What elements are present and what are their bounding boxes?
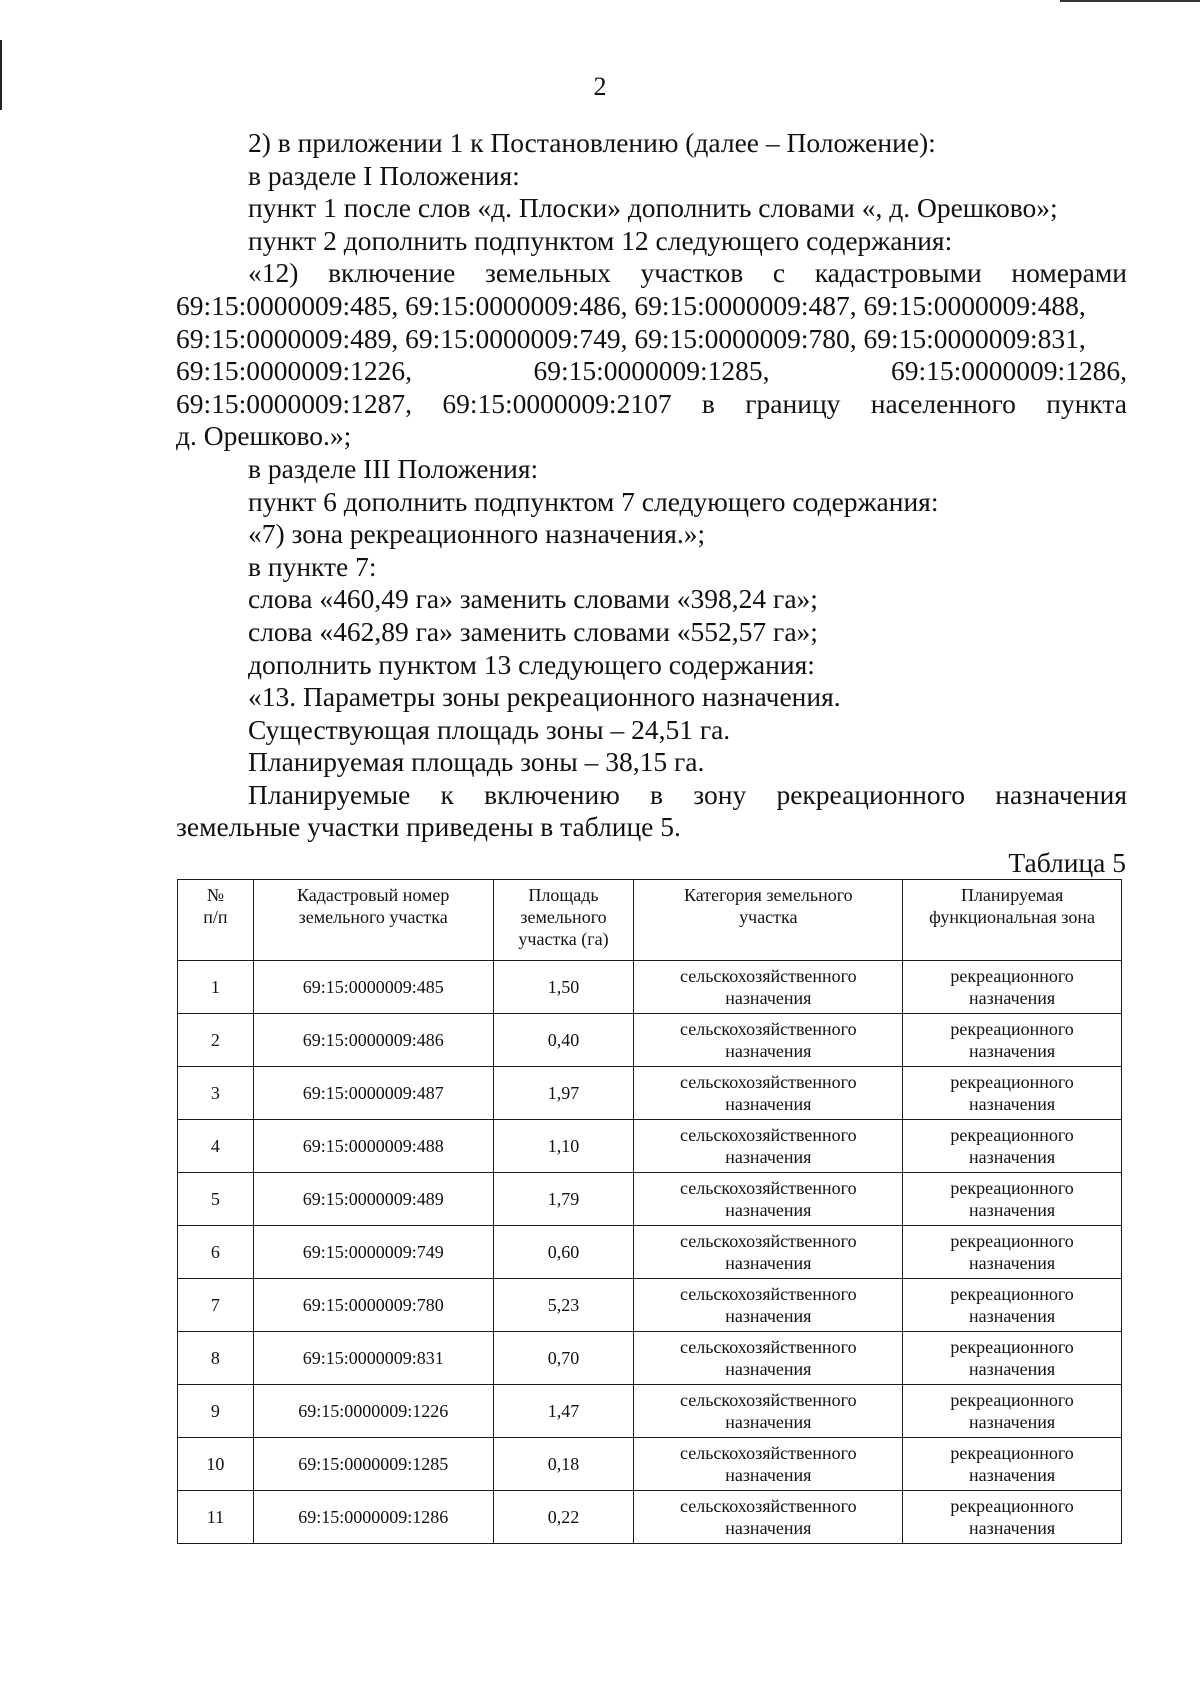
header-cell-zone	[903, 880, 1122, 961]
cell-text: рекреационного назначения	[950, 1231, 1074, 1273]
cadastral-line	[176, 290, 1127, 323]
area-cell	[493, 1120, 634, 1173]
cell-text: рекреационного назначения	[950, 1390, 1074, 1432]
cell-text: рекреационного назначения	[950, 966, 1074, 1008]
area-cell	[493, 1385, 634, 1438]
zone-cell	[903, 1014, 1122, 1067]
paragraph: Планируемая площадь зоны – 38,15 га.	[248, 746, 705, 778]
cadastral-number: 69:15:0000009:1285,	[533, 355, 770, 387]
category-cell	[634, 1173, 903, 1226]
header-label: № п/п	[203, 885, 228, 927]
cell-text: 69:15:0000009:1226	[298, 1401, 449, 1421]
cadastral-line	[176, 355, 1127, 388]
parcels-table	[177, 879, 1122, 1544]
category-cell	[634, 1067, 903, 1120]
paragraph: в пункте 7:	[248, 550, 377, 582]
cadastral-number-cell	[253, 1014, 493, 1067]
area-cell	[493, 1067, 634, 1120]
row-number	[178, 1226, 254, 1279]
cadastral-number: 69:15:0000009:1226,	[176, 355, 413, 387]
cell-text: 1,79	[547, 1189, 580, 1209]
cell-text: 9	[210, 1401, 220, 1421]
cell-text: сельскохозяйственного назначения	[680, 1072, 857, 1114]
cell-text: рекреационного назначения	[950, 1019, 1074, 1061]
cell-text: рекреационного назначения	[950, 1443, 1074, 1485]
row-number	[178, 1438, 254, 1491]
zone-cell	[903, 1332, 1122, 1385]
table-caption: Таблица 5	[1008, 847, 1126, 878]
cell-text: 69:15:0000009:488	[302, 1136, 444, 1156]
paragraph: в разделе III Положения:	[248, 452, 539, 484]
header-label: Категория земельного участка	[683, 885, 853, 927]
cell-text: сельскохозяйственного назначения	[680, 1019, 857, 1061]
cadastral-number-cell	[253, 1332, 493, 1385]
category-cell	[634, 1332, 903, 1385]
row-number	[178, 1385, 254, 1438]
paragraph: слова «462,89 га» заменить словами «552,57 га»;	[248, 615, 818, 647]
cell-text: 8	[210, 1348, 220, 1368]
cell-text: 0,40	[547, 1030, 580, 1050]
table-row	[178, 1491, 1122, 1544]
zone-cell	[903, 1279, 1122, 1332]
cadastral-number-cell	[253, 1120, 493, 1173]
table-row	[178, 1279, 1122, 1332]
cell-text: 69:15:0000009:486	[302, 1030, 444, 1050]
paragraph: дополнить пунктом 13 следующего содержания:	[248, 648, 815, 680]
header-cell-area	[493, 880, 634, 961]
area-cell	[493, 1226, 634, 1279]
document-body	[176, 127, 1127, 844]
category-cell	[634, 1014, 903, 1067]
cell-text: 1,97	[547, 1083, 580, 1103]
table-intro-line: земельные участки приведены в таблице 5.	[176, 811, 681, 843]
category-cell	[634, 1385, 903, 1438]
table-intro-line: Планируемые к включению в зону рекреационного назначения	[248, 778, 1127, 810]
category-cell	[634, 1491, 903, 1544]
header-label: Планируемая функциональная зона	[929, 885, 1096, 927]
category-cell	[634, 961, 903, 1014]
subitem-12-last-line: д. Орешково.»;	[176, 420, 352, 452]
cadastral-number-cell	[253, 1438, 493, 1491]
paragraph: в разделе I Положения:	[248, 159, 520, 191]
cell-text: рекреационного назначения	[950, 1337, 1074, 1379]
cell-text: 4	[210, 1136, 220, 1156]
cell-text: 11	[206, 1507, 225, 1527]
cadastral-line-text: 69:15:0000009:485, 69:15:0000009:486, 69:15:0000009:487, 69:15:0000009:488,	[176, 289, 1086, 321]
cadastral-line-text: 69:15:0000009:489, 69:15:0000009:749, 69:15:0000009:780, 69:15:0000009:831,	[176, 322, 1086, 354]
cell-text: рекреационного назначения	[950, 1284, 1074, 1326]
cell-text: 69:15:0000009:780	[302, 1295, 444, 1315]
cell-text: 69:15:0000009:489	[302, 1189, 444, 1209]
zone-cell	[903, 1226, 1122, 1279]
table-header-row	[178, 880, 1122, 961]
area-cell	[493, 961, 634, 1014]
area-cell	[493, 1279, 634, 1332]
table-body	[178, 961, 1122, 1544]
table-row	[178, 1385, 1122, 1438]
paragraph: слова «460,49 га» заменить словами «398,24 га»;	[248, 583, 818, 615]
paragraph: пункт 1 после слов «д. Плоски» дополнить словами «, д. Орешково»;	[248, 192, 1058, 224]
area-cell	[493, 1014, 634, 1067]
cell-text: сельскохозяйственного назначения	[680, 1125, 857, 1167]
cadastral-line	[176, 323, 1127, 356]
paragraph: Существующая площадь зоны – 24,51 га.	[248, 713, 731, 745]
cell-text: 69:15:0000009:1285	[298, 1454, 449, 1474]
cell-text: 0,18	[547, 1454, 580, 1474]
cell-text: 1,47	[547, 1401, 580, 1421]
area-cell	[493, 1491, 634, 1544]
cell-text: 2	[210, 1030, 220, 1050]
row-number	[178, 1014, 254, 1067]
cell-text: рекреационного назначения	[950, 1178, 1074, 1220]
cell-text: 69:15:0000009:485	[302, 977, 444, 997]
header-label: Площадь земельного участка (га)	[518, 885, 609, 949]
row-number	[178, 1491, 254, 1544]
cell-text: сельскохозяйственного назначения	[680, 1337, 857, 1379]
cadastral-number-cell	[253, 1491, 493, 1544]
row-number	[178, 1120, 254, 1173]
cadastral-number-cell	[253, 1173, 493, 1226]
zone-cell	[903, 1067, 1122, 1120]
cell-text: 1,50	[547, 977, 580, 997]
table-row	[178, 1173, 1122, 1226]
table-row	[178, 1438, 1122, 1491]
paragraph: пункт 6 дополнить подпунктом 7 следующего содержания:	[248, 485, 939, 517]
area-cell	[493, 1438, 634, 1491]
cell-text: сельскохозяйственного назначения	[680, 1496, 857, 1538]
scan-edge-mark	[1060, 0, 1200, 2]
paragraph: 2) в приложении 1 к Постановлению (далее – Положение):	[248, 127, 936, 158]
table-row	[178, 1067, 1122, 1120]
cell-text: рекреационного назначения	[950, 1125, 1074, 1167]
cell-text: рекреационного назначения	[950, 1072, 1074, 1114]
cell-text: сельскохозяйственного назначения	[680, 1178, 857, 1220]
row-number	[178, 1067, 254, 1120]
header-cell-number	[178, 880, 254, 961]
cadastral-number-cell	[253, 1385, 493, 1438]
row-number	[178, 1279, 254, 1332]
subitem-12-first-line: «12) включение земельных участков с кадастровыми номерами	[248, 257, 1127, 289]
table-row	[178, 1226, 1122, 1279]
paragraph: пункт 2 дополнить подпунктом 12 следующего содержания:	[248, 224, 953, 256]
cell-text: 7	[210, 1295, 220, 1315]
table-row	[178, 1014, 1122, 1067]
category-cell	[634, 1120, 903, 1173]
table-row	[178, 961, 1122, 1014]
area-cell	[493, 1173, 634, 1226]
cell-text: 1,10	[547, 1136, 580, 1156]
cell-text: 69:15:0000009:831	[302, 1348, 444, 1368]
cadastral-line-text: 69:15:0000009:1287, 69:15:0000009:2107 в границу населенного пункта	[176, 387, 1127, 419]
cadastral-number: 69:15:0000009:1286,	[890, 355, 1127, 387]
cell-text: сельскохозяйственного назначения	[680, 1231, 857, 1273]
zone-cell	[903, 1385, 1122, 1438]
cell-text: 0,60	[547, 1242, 580, 1262]
cell-text: 5	[210, 1189, 220, 1209]
zone-cell	[903, 1438, 1122, 1491]
cell-text: 1	[210, 977, 220, 997]
header-cell-category	[634, 880, 903, 961]
category-cell	[634, 1226, 903, 1279]
table-row	[178, 1120, 1122, 1173]
cell-text: 10	[206, 1454, 225, 1474]
zone-cell	[903, 961, 1122, 1014]
header-label: Кадастровый номер земельного участка	[297, 885, 450, 927]
paragraph: «13. Параметры зоны рекреационного назначения.	[248, 681, 841, 713]
cadastral-number-cell	[253, 1226, 493, 1279]
page-number: 2	[593, 72, 607, 101]
zone-cell	[903, 1173, 1122, 1226]
cell-text: 5,23	[547, 1295, 580, 1315]
header-cell-cadastral	[253, 880, 493, 961]
cell-text: рекреационного назначения	[950, 1496, 1074, 1538]
row-number	[178, 1332, 254, 1385]
cell-text: сельскохозяйственного назначения	[680, 1284, 857, 1326]
category-cell	[634, 1438, 903, 1491]
zone-cell	[903, 1120, 1122, 1173]
cell-text: 69:15:0000009:1286	[298, 1507, 449, 1527]
cadastral-number-cell	[253, 1067, 493, 1120]
zone-cell	[903, 1491, 1122, 1544]
cell-text: 69:15:0000009:487	[302, 1083, 444, 1103]
table-row	[178, 1332, 1122, 1385]
paragraph: «7) зона рекреационного назначения.»;	[248, 518, 706, 550]
category-cell	[634, 1279, 903, 1332]
cell-text: сельскохозяйственного назначения	[680, 1443, 857, 1485]
cell-text: 0,22	[547, 1507, 580, 1527]
cadastral-number-cell	[253, 961, 493, 1014]
row-number	[178, 961, 254, 1014]
cell-text: 0,70	[547, 1348, 580, 1368]
cell-text: 6	[210, 1242, 220, 1262]
cell-text: 69:15:0000009:749	[302, 1242, 444, 1262]
subitem-12	[176, 257, 1127, 453]
cell-text: 3	[210, 1083, 220, 1103]
cell-text: сельскохозяйственного назначения	[680, 966, 857, 1008]
row-number	[178, 1173, 254, 1226]
area-cell	[493, 1332, 634, 1385]
cell-text: сельскохозяйственного назначения	[680, 1390, 857, 1432]
cadastral-number-cell	[253, 1279, 493, 1332]
